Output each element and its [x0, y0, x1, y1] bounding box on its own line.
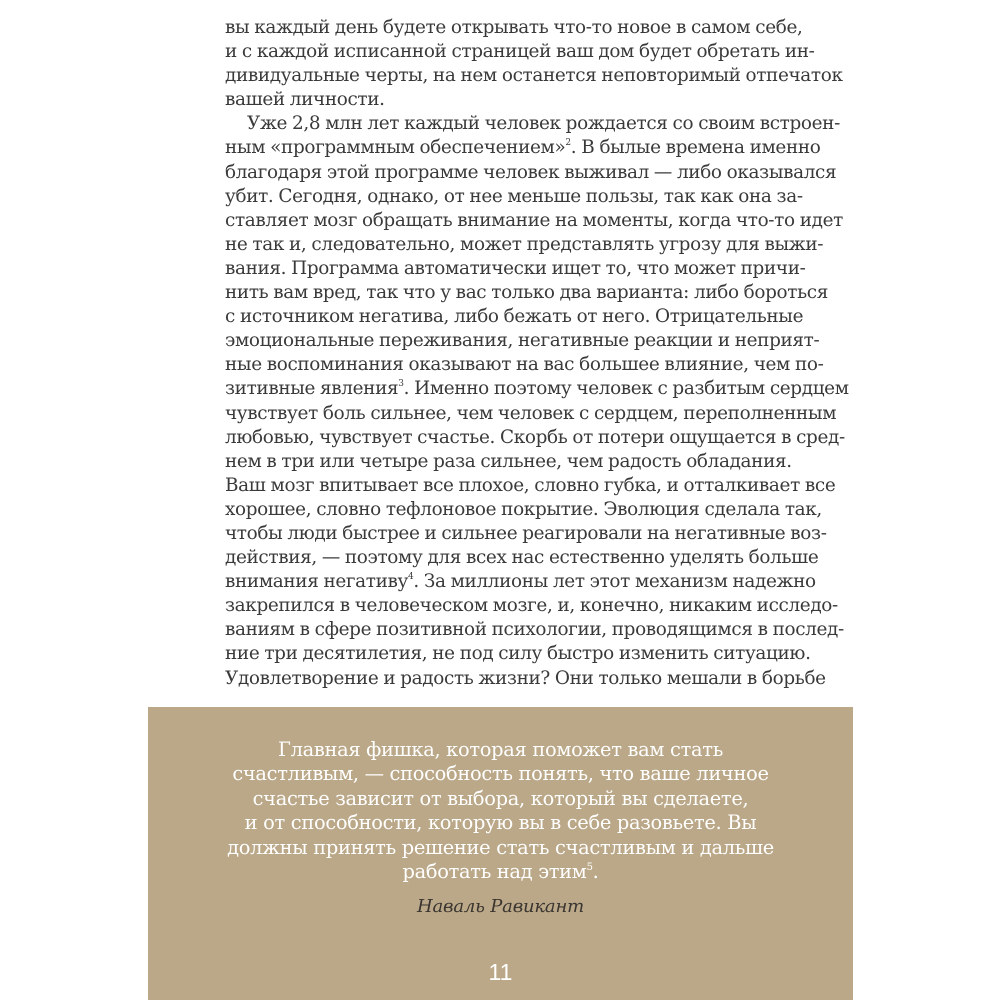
quote-box — [148, 707, 853, 1000]
footnote-marker[interactable]: 4 — [408, 572, 414, 583]
text-line: Удовлетворение и радость жизни? Они только мешали в борьбе — [225, 667, 826, 689]
text-line: дивидуальные черты, на нем останется неповторимый отпечаток — [225, 65, 843, 87]
text-line: закрепился в человеческом мозге, и, конечно, никаким исследо- — [225, 595, 838, 617]
text-fragment: ным «программным обеспечением» — [225, 137, 566, 159]
text-fragment: внимания негативу — [225, 571, 408, 593]
text-line-with-footnote — [225, 377, 849, 401]
text-line: не так и, следовательно, может представлять угрозу для выжи- — [225, 233, 824, 255]
text-line: благодаря этой программе человек выживал — либо оказывался — [225, 161, 837, 183]
text-line: любовью, чувствует счастье. Скорбь от потери ощущается в сред- — [225, 426, 845, 448]
text-line: убит. Сегодня, однако, от нее меньше пользы, так как она за- — [225, 185, 803, 207]
text-line: Ваш мозг впитывает все плохое, словно губка, и отталкивает все — [225, 474, 836, 496]
body-text — [225, 16, 849, 691]
quote-line: и от способности, которую вы в себе разовьете. Вы — [244, 811, 757, 835]
paragraph-first-line: Уже 2,8 млн лет каждый человек рождается со своим встроен- — [247, 113, 840, 135]
text-line-with-footnote — [225, 136, 821, 160]
quote-line: должны принять решение стать счастливым и дальше — [227, 835, 774, 859]
text-line: и с каждой исписанной страницей ваш дом будет обретать ин- — [225, 41, 815, 63]
text-fragment: работать над этим — [402, 860, 587, 884]
text-line: ние три десятилетия, не под силу быстро изменить ситуацию. — [225, 643, 811, 665]
text-line: вания. Программа автоматически ищет то, что может причи- — [225, 257, 806, 279]
text-line: ваниям в сфере позитивной психологии, проводящимся в послед- — [225, 619, 844, 641]
text-line: чувствует боль сильнее, чем человек с сердцем, переполненным — [225, 402, 837, 424]
quote-line: Главная фишка, которая поможет вам стать — [278, 738, 723, 761]
text-line: действия, — поэтому для всех нас естественно уделять больше — [225, 547, 819, 569]
text-line: эмоциональные переживания, негативные реакции и неприят- — [225, 330, 820, 352]
quote-line: счастье зависит от выбора, который вы сделаете, — [252, 786, 749, 810]
text-line: ставляет мозг обращать внимание на моменты, когда что-то идет — [225, 209, 843, 231]
text-line-with-footnote — [225, 570, 816, 594]
text-fragment: . За миллионы лет этот механизм надежно — [413, 571, 816, 593]
text-line: хорошее, словно тефлоновое покрытие. Эволюция сделала так, — [225, 498, 822, 520]
text-line: ные воспоминания оказывают на вас большее влияние, чем по- — [225, 354, 824, 376]
text-fragment: . В былые времена именно — [570, 137, 821, 159]
quote-text — [148, 738, 853, 884]
quote-author: Наваль Равикант — [417, 896, 584, 917]
footnote-marker[interactable]: 3 — [398, 379, 404, 390]
text-fragment: . Именно поэтому человек с разбитым сердцем — [403, 378, 849, 400]
text-fragment: зитивные явления — [225, 378, 399, 400]
text-line: чтобы люди быстрее и сильнее реагировали на негативные воз- — [225, 522, 827, 544]
text-line: вашей личности. — [225, 89, 385, 111]
text-line: вы каждый день будете открывать что-то новое в самом себе, — [225, 17, 803, 38]
footnote-marker[interactable]: 5 — [586, 862, 593, 874]
quote-line: счастливым, — способность понять, что ваше личное — [232, 762, 769, 786]
text-line: с источником негатива, либо бежать от него. Отрицательные — [225, 306, 804, 328]
quote-line-with-footnote: работать над этим$^5$. — [402, 860, 599, 884]
footnote-marker[interactable]: 2 — [565, 138, 571, 149]
page-number: 11 — [488, 959, 513, 985]
text-line: нем в три или четыре раза сильнее, чем радость обладания. — [225, 450, 792, 472]
text-line: нить вам вред, так что у вас только два варианта: либо бороться — [225, 282, 828, 304]
